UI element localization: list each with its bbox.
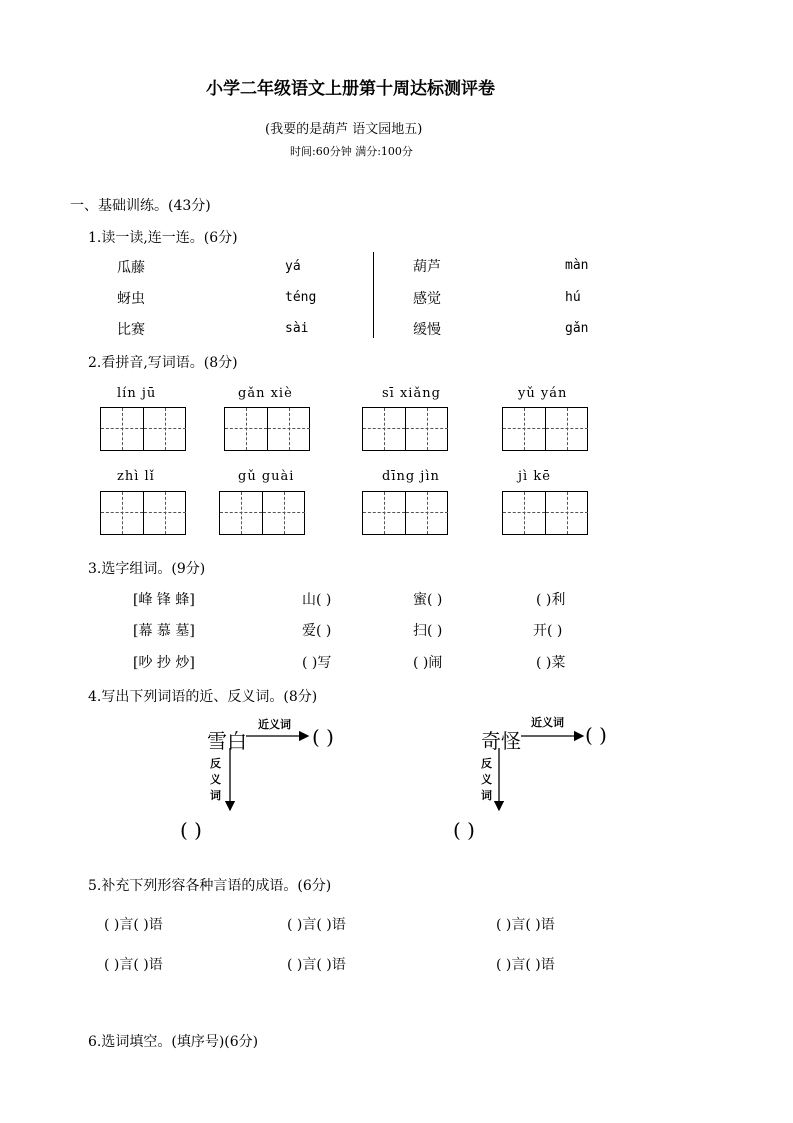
antonym-label-char: 义 [481,773,492,786]
idiom-blank[interactable]: ( )言( )语 [287,957,346,973]
q6-label: 6.选词填空。(填序号)(6分) [88,1034,259,1050]
time-score: 时间:60分钟 满分:100分 [290,145,413,158]
q2-pinyin: yǔ yán [518,386,568,401]
antonym-label-char: 反 [481,757,492,770]
idiom-blank[interactable]: ( )言( )语 [496,917,555,933]
idiom-blank[interactable]: ( )言( )语 [496,957,555,973]
q2-writing-grid[interactable] [362,491,448,535]
q5-label: 5.补充下列形容各种言语的成语。(6分) [88,878,332,894]
q1-divider [373,252,374,338]
q1-right-word: 感觉 [413,291,441,307]
q2-writing-grid[interactable] [224,407,310,451]
q3-blank[interactable]: ( )利 [536,592,566,608]
q2-pinyin: gǎn xiè [238,386,293,401]
page-subtitle: (我要的是葫芦 语文园地五) [265,122,423,137]
q3-char-options: [幕 慕 墓] [133,623,195,639]
q1-right-pinyin: màn [565,258,589,273]
synonym-label: 近义词 [531,716,564,729]
q2-label: 2.看拼音,写词语。(8分) [88,355,238,371]
section-heading: 一、基础训练。(43分) [70,198,211,214]
antonym-blank[interactable]: ( ) [453,818,475,842]
q3-char-options: [峰 锋 蜂] [133,592,195,608]
q2-pinyin: sī xiǎng [382,386,441,401]
q3-label: 3.选字组词。(9分) [88,561,206,577]
q2-pinyin: gǔ guài [238,469,295,484]
q2-writing-grid[interactable] [219,491,305,535]
q2-pinyin: jì kē [518,469,551,484]
q3-blank[interactable]: 开( ) [533,623,563,639]
q3-blank[interactable]: 扫( ) [413,623,443,639]
antonym-blank[interactable]: ( ) [180,818,202,842]
q2-pinyin: zhì lǐ [117,469,155,484]
q2-writing-grid[interactable] [100,491,186,535]
q1-left-pinyin: sài [285,321,309,336]
q2-pinyin: lín jū [117,386,157,401]
synonym-label: 近义词 [258,718,291,731]
q4-word: 雪白 [207,729,247,753]
q1-left-word: 瓜藤 [117,260,145,276]
idiom-blank[interactable]: ( )言( )语 [104,957,163,973]
q1-label: 1.读一读,连一连。(6分) [88,230,238,246]
q3-blank[interactable]: ( )菜 [536,655,566,671]
q3-char-options: [吵 抄 炒] [133,655,195,671]
q1-left-word: 比赛 [117,322,145,338]
q3-blank[interactable]: 山( ) [302,592,332,608]
q4-word: 奇怪 [481,729,521,753]
antonym-label-char: 义 [210,773,221,786]
q2-writing-grid[interactable] [502,491,588,535]
q1-left-pinyin: yá [285,259,301,274]
q3-blank[interactable]: ( )闹 [413,655,443,671]
q1-right-word: 缓慢 [413,322,441,338]
idiom-blank[interactable]: ( )言( )语 [104,917,163,933]
q3-blank[interactable]: 蜜( ) [413,592,443,608]
idiom-blank[interactable]: ( )言( )语 [287,917,346,933]
antonym-label-char: 反 [210,757,221,770]
q2-writing-grid[interactable] [502,407,588,451]
q2-writing-grid[interactable] [362,407,448,451]
synonym-blank[interactable]: ( ) [585,723,607,747]
q2-writing-grid[interactable] [100,407,186,451]
q2-pinyin: dīng jìn [382,469,440,484]
q1-right-pinyin: hú [565,290,581,305]
page-title: 小学二年级语文上册第十周达标测评卷 [206,79,495,99]
q1-left-word: 蚜虫 [117,291,145,307]
q1-right-pinyin: gǎn [565,321,589,336]
q1-left-pinyin: téng [285,290,317,305]
synonym-blank[interactable]: ( ) [312,725,334,749]
q4-label: 4.写出下列词语的近、反义词。(8分) [88,689,318,705]
q3-blank[interactable]: 爱( ) [302,623,332,639]
antonym-label-char: 词 [210,789,221,802]
q3-blank[interactable]: ( )写 [302,655,332,671]
q1-right-word: 葫芦 [413,259,441,275]
antonym-label-char: 词 [481,789,492,802]
